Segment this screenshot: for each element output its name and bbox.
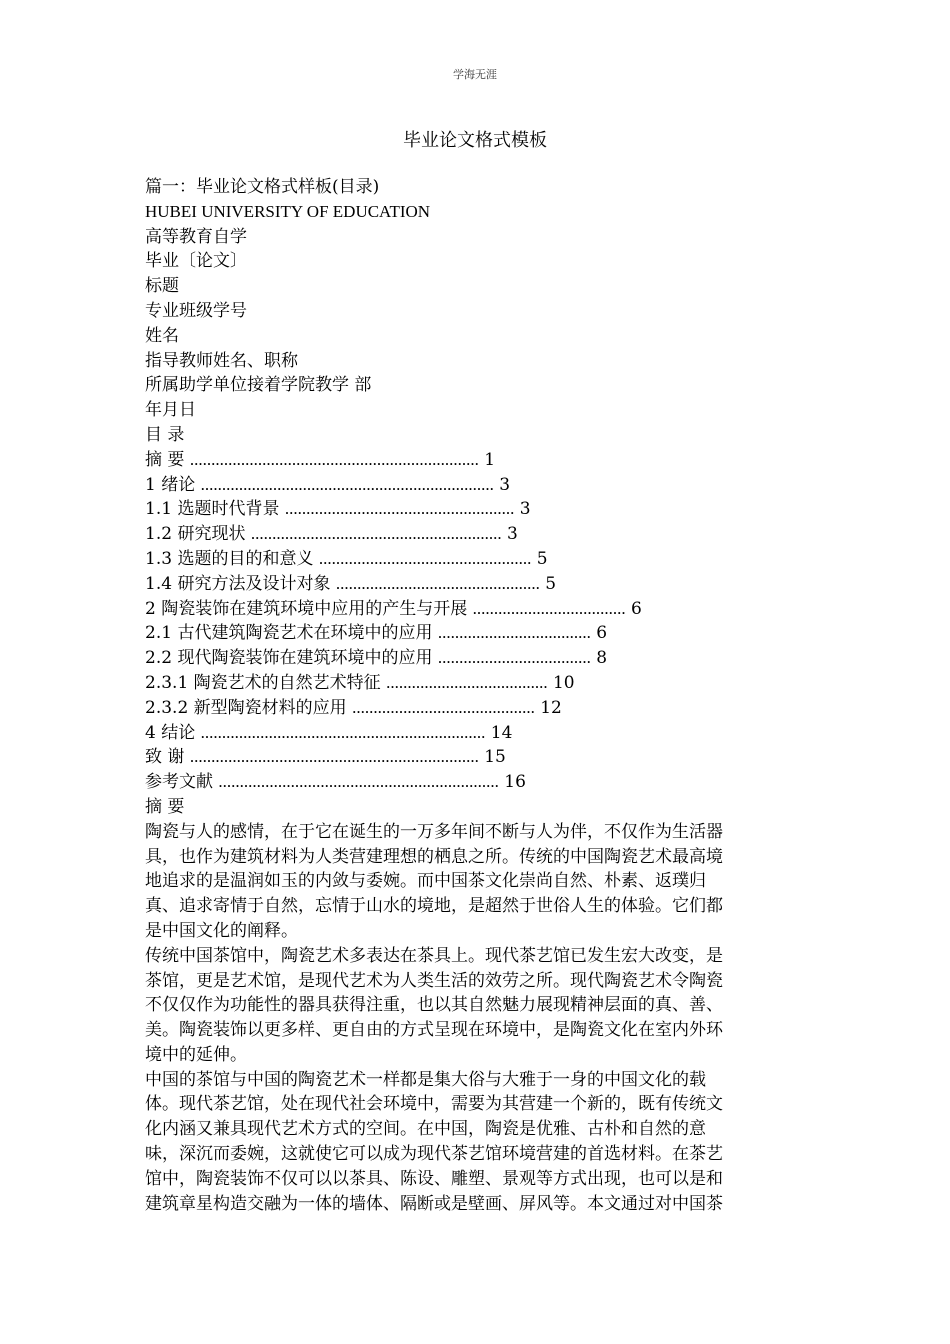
front-line: 标题 <box>145 276 179 297</box>
toc-dots: .................................................................... <box>189 747 479 767</box>
toc-entry[interactable] <box>145 621 805 646</box>
abstract-paragraph <box>145 944 805 1068</box>
toc-entry[interactable] <box>145 671 805 696</box>
toc-label: 1 绪论 <box>145 474 201 495</box>
toc-page: 8 <box>590 648 608 669</box>
toc-page: 16 <box>498 772 526 793</box>
document-body <box>145 175 805 1216</box>
toc-label: 1.2 研究现状 <box>145 524 251 545</box>
text-line: 茶馆，更是艺术馆，是现代艺术为人类生活的效劳之所。现代陶瓷艺术令陶瓷 <box>145 970 723 991</box>
text-line: 味，深沉而委婉，这就使它可以成为现代茶艺馆环境营建的首选材料。在茶艺 <box>145 1144 723 1165</box>
abstract-paragraph <box>145 820 805 944</box>
toc-label: 1.4 研究方法及设计对象 <box>145 573 336 594</box>
toc-page: 6 <box>590 623 608 644</box>
toc-label: 致 谢 <box>145 747 190 768</box>
page-header: 学海无涯 <box>453 68 497 81</box>
toc-dots: ...................................... <box>386 672 548 692</box>
toc-entry[interactable] <box>145 721 805 746</box>
text-line: 具，也作为建筑材料为人类营建理想的栖息之所。传统的中国陶瓷艺术最高境 <box>145 846 723 867</box>
toc-entry[interactable] <box>145 497 805 522</box>
text-line: 地追求的是温润如玉的内敛与委婉。而中国茶文化崇尚自然、朴素、返璞归 <box>145 871 706 892</box>
text-line: 建筑章星构造交融为一体的墙体、隔断或是壁画、屏风等。本文通过对中国茶 <box>145 1193 723 1214</box>
text-line: 陶瓷与人的感情，在于它在诞生的一万多年间不断与人为伴，不仅作为生活器 <box>145 821 723 842</box>
text-line: 化内涵又兼具现代艺术方式的空间。在中国，陶瓷是优雅、古朴和自然的意 <box>145 1119 706 1140</box>
abstract-heading: 摘 要 <box>145 796 185 817</box>
front-line: 专业班级学号 <box>145 300 247 321</box>
toc-heading: 目 录 <box>145 424 185 445</box>
text-line: 是中国文化的阐释。 <box>145 920 298 941</box>
toc-dots: ................................................................... <box>200 722 486 742</box>
toc-entry[interactable] <box>145 547 805 572</box>
text-line: 不仅仅作为功能性的器具获得注重，也以其自然魅力展现精神层面的真、善、 <box>145 995 723 1016</box>
text-line: 境中的延伸。 <box>145 1044 247 1065</box>
section-title: 篇一：毕业论文格式样板(目录) <box>145 177 380 197</box>
toc-entry[interactable] <box>145 597 805 622</box>
document-title: 毕业论文格式模板 <box>403 130 547 151</box>
front-matter <box>145 175 805 448</box>
text-line: 馆中，陶瓷装饰不仅可以以茶具、陈设、雕塑、景观等方式出现，也可以是和 <box>145 1168 723 1189</box>
text-line: 中国的茶馆与中国的陶瓷艺术一样都是集大俗与大雅于一身的中国文化的载 <box>145 1069 706 1090</box>
toc-label: 4 结论 <box>145 722 201 743</box>
text-line: 真、追求寄情于自然，忘情于山水的境地，是超然于世俗人生的体验。它们都 <box>145 896 723 917</box>
toc-page: 15 <box>478 747 506 768</box>
toc-entry[interactable] <box>145 572 805 597</box>
toc-entry[interactable] <box>145 473 805 498</box>
toc-dots: ........................................... <box>352 697 535 717</box>
toc-label: 1.1 选题时代背景 <box>145 499 285 520</box>
toc-entry[interactable] <box>145 745 805 770</box>
toc-label: 摘 要 <box>145 449 190 470</box>
toc-dots: .................................... <box>437 648 591 668</box>
front-line: 姓名 <box>145 325 179 346</box>
toc-page: 5 <box>531 548 548 569</box>
toc-dots: .................................... <box>437 623 591 643</box>
toc-label: 2.2 现代陶瓷装饰在建筑环境中的应用 <box>145 648 438 669</box>
front-line: 指导教师姓名、职称 <box>145 350 298 371</box>
toc-entry[interactable] <box>145 696 805 721</box>
toc-label: 2 陶瓷装饰在建筑环境中应用的产生与开展 <box>145 598 473 619</box>
front-line: 高等教育自学 <box>145 226 247 247</box>
toc-page: 3 <box>493 474 511 495</box>
toc-page: 1 <box>478 449 496 470</box>
toc-entry[interactable] <box>145 770 805 795</box>
toc-page: 14 <box>485 722 513 743</box>
toc-label: 1.3 选题的目的和意义 <box>145 548 319 569</box>
abstract-text <box>145 820 805 1217</box>
toc-dots: .................................................. <box>318 548 532 568</box>
toc-page: 10 <box>547 672 575 693</box>
toc-page: 12 <box>534 697 562 718</box>
toc-page: 3 <box>514 499 531 520</box>
text-line: 传统中国茶馆中，陶瓷艺术多表达在茶具上。现代茶艺馆已发生宏大改变，是 <box>145 945 723 966</box>
toc-label: 2.3.1 陶瓷艺术的自然艺术特征 <box>145 672 387 693</box>
table-of-contents <box>145 448 805 795</box>
toc-dots: .................................... <box>472 598 626 618</box>
text-line: 体。现代茶艺馆，处在现代社会环境中，需要为其营建一个新的，既有传统文 <box>145 1094 723 1115</box>
toc-label: 2.3.2 新型陶瓷材料的应用 <box>145 697 353 718</box>
toc-label: 参考文献 <box>145 772 219 793</box>
toc-dots: ..................................................................... <box>200 474 494 494</box>
toc-dots: .................................................................... <box>189 449 479 469</box>
front-line: 所属助学单位接着学院教学 部 <box>145 375 372 396</box>
toc-page: 5 <box>539 573 557 594</box>
front-line: 毕业〔论文〕 <box>145 251 247 272</box>
toc-entry[interactable] <box>145 646 805 671</box>
toc-page: 6 <box>625 598 642 619</box>
toc-dots: ................................................ <box>335 573 540 593</box>
abstract-paragraph <box>145 1068 805 1217</box>
text-line: 美。陶瓷装饰以更多样、更自由的方式呈现在环境中，是陶瓷文化在室内外环 <box>145 1020 723 1041</box>
toc-page: 3 <box>501 524 518 545</box>
toc-entry[interactable] <box>145 448 805 473</box>
toc-label: 2.1 古代建筑陶瓷艺术在环境中的应用 <box>145 623 438 644</box>
toc-dots: .................................................................. <box>218 772 499 792</box>
toc-dots: ........................................................... <box>250 524 502 544</box>
university-name: HUBEI UNIVERSITY OF EDUCATION <box>145 201 431 221</box>
toc-dots: ...................................................... <box>284 499 515 519</box>
front-line: 年月日 <box>145 400 196 421</box>
toc-entry[interactable] <box>145 522 805 547</box>
